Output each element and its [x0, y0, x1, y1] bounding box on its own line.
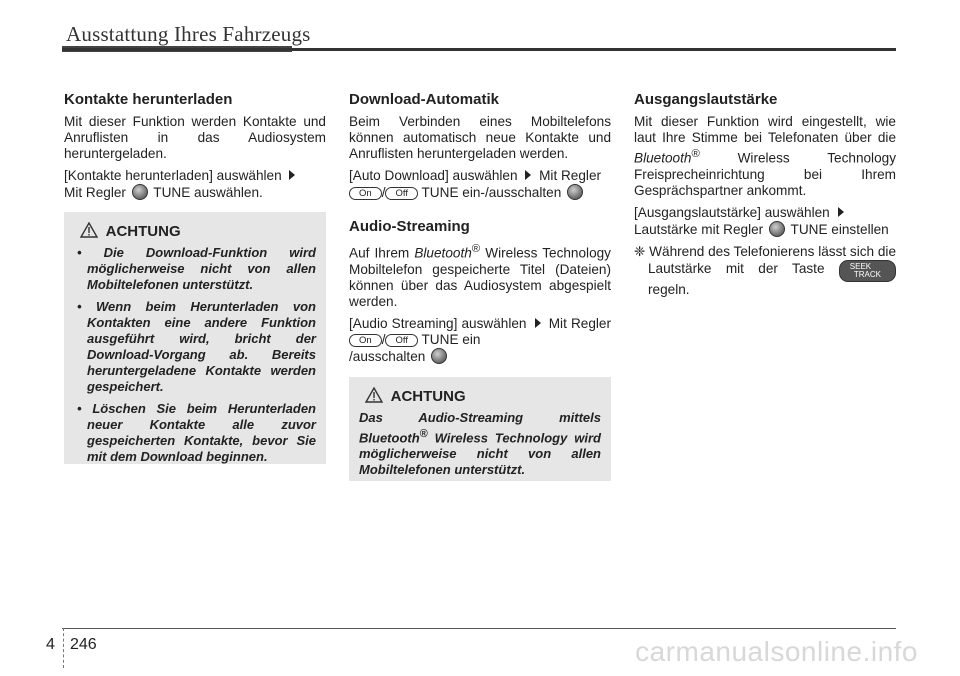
on-button-icon: On — [349, 187, 382, 200]
instruction-text: Lautstärke mit Regler — [634, 221, 764, 237]
warning-item: • Die Download-Funktion wird möglicherweise nicht von allen Mobiltelefonen unterstützt. — [77, 245, 316, 292]
instruction-text: /ausschalten — [349, 348, 426, 364]
on-button-icon: On — [349, 334, 382, 347]
instruction-text: [Audio Streaming] auswählen — [349, 315, 527, 331]
warning-title: ACHTUNG — [105, 223, 181, 240]
warning-box-streaming — [349, 377, 611, 481]
section-heading: Audio-Streaming — [349, 218, 470, 235]
instruction-text: Mit Regler — [64, 185, 126, 200]
paragraph: Mit dieser Funktion wird eingestellt, wie laut Ihre Stimme bei Telefonaten über die Bluetooth® Wireless Technology Freisprecheinrichtung bei Ihrem Gesprächspartner ankommt. — [634, 114, 896, 198]
instruction-text: [Kontakte herunterladen] auswählen — [64, 168, 282, 183]
footer-rule — [62, 628, 896, 629]
tune-knob-icon — [431, 348, 447, 364]
note: ❈ Während des Telefonierens lässt sich die Lautstärke mit der Taste SEEK TRACK regeln. — [634, 243, 897, 297]
header-rule — [62, 48, 896, 51]
paragraph: Beim Verbinden eines Mobiltelefons können automatisch neue Kontakte und Anruflisten heruntergeladen werden. — [349, 114, 611, 161]
warning-triangle-icon — [365, 387, 383, 403]
registered-mark: ® — [419, 428, 428, 440]
note-symbol-icon: ❈ — [634, 243, 646, 259]
footer-separator — [63, 628, 64, 668]
paragraph: Mit dieser Funktion werden Kontakte und Anruflisten in das Audiosystem heruntergeladen. — [64, 114, 326, 161]
watermark: carmanualsonline.info — [635, 636, 918, 667]
instruction — [634, 205, 896, 238]
bluetooth-term: Bluetooth — [414, 245, 472, 261]
section-heading: Ausgangslautstärke — [634, 91, 778, 108]
instruction-text: [Auto Download] auswählen — [349, 168, 518, 183]
off-button-icon: Off — [385, 187, 418, 200]
section-heading: Kontakte herunterladen — [64, 91, 233, 108]
registered-mark: ® — [691, 148, 700, 160]
instruction-text: TUNE auswählen. — [153, 185, 263, 200]
instruction — [349, 316, 611, 365]
column-download-streaming — [349, 92, 611, 371]
warning-text: Das Audio-Streaming mittels Bluetooth® Wireless Technology wird möglicherweise nicht von allen Mobiltelefonen unterstützt. — [359, 410, 601, 478]
column-output-volume — [634, 92, 896, 304]
tune-knob-icon — [132, 184, 148, 200]
off-button-icon: Off — [385, 334, 418, 347]
tune-knob-icon — [769, 221, 785, 237]
slash: / — [381, 331, 386, 347]
arrow-right-icon — [535, 318, 541, 328]
warning-header — [359, 387, 601, 405]
slash: / — [381, 185, 386, 200]
warning-item: • Wenn beim Herunterladen von Kontakten eine andere Funktion ausgeführt wird, bricht der Download-Vorgang ab. Bereits heruntergeladene Kontakte werden gespeichert. — [77, 299, 316, 394]
arrow-right-icon — [525, 170, 531, 180]
page-number: 246 — [70, 636, 97, 653]
registered-mark: ® — [471, 243, 481, 255]
warning-box-contacts — [64, 212, 326, 464]
instruction-text: Mit Regler — [539, 168, 602, 183]
arrow-right-icon — [289, 170, 295, 180]
chapter-number: 4 — [46, 636, 55, 653]
column-contacts-download — [64, 92, 326, 207]
paragraph: Auf Ihrem Bluetooth® Wireless Technology Mobiltelefon gespeicherte Titel (Dateien) können über das Audiosystem abgespielt werden. — [349, 243, 611, 309]
bluetooth-term: Bluetooth — [359, 430, 420, 446]
warning-item: • Löschen Sie beim Herunterladen neuer Kontakte alle zuvor gespeicherten Kontakte, bevor Sie mit dem Download beginnen. — [77, 401, 316, 464]
section-heading: Download-Automatik — [349, 91, 499, 108]
instruction-text: TUNE ein — [421, 331, 481, 347]
instruction-text: [Ausgangslautstärke] auswählen — [634, 204, 830, 220]
arrow-right-icon — [838, 207, 844, 217]
page-header-title: Ausstattung Ihres Fahrzeugs — [66, 22, 311, 46]
instruction-text: TUNE einstellen — [790, 221, 889, 237]
instruction-text: TUNE ein-/ausschalten — [421, 185, 562, 200]
bluetooth-term: Bluetooth — [634, 150, 692, 166]
instruction — [64, 168, 326, 201]
seek-track-button-icon: SEEK TRACK — [839, 260, 896, 282]
warning-triangle-icon — [80, 222, 98, 238]
instruction-text: Mit Regler — [548, 315, 611, 331]
warning-header — [74, 222, 316, 240]
instruction — [349, 168, 611, 201]
warning-title: ACHTUNG — [390, 388, 466, 405]
tune-knob-icon — [567, 184, 583, 200]
